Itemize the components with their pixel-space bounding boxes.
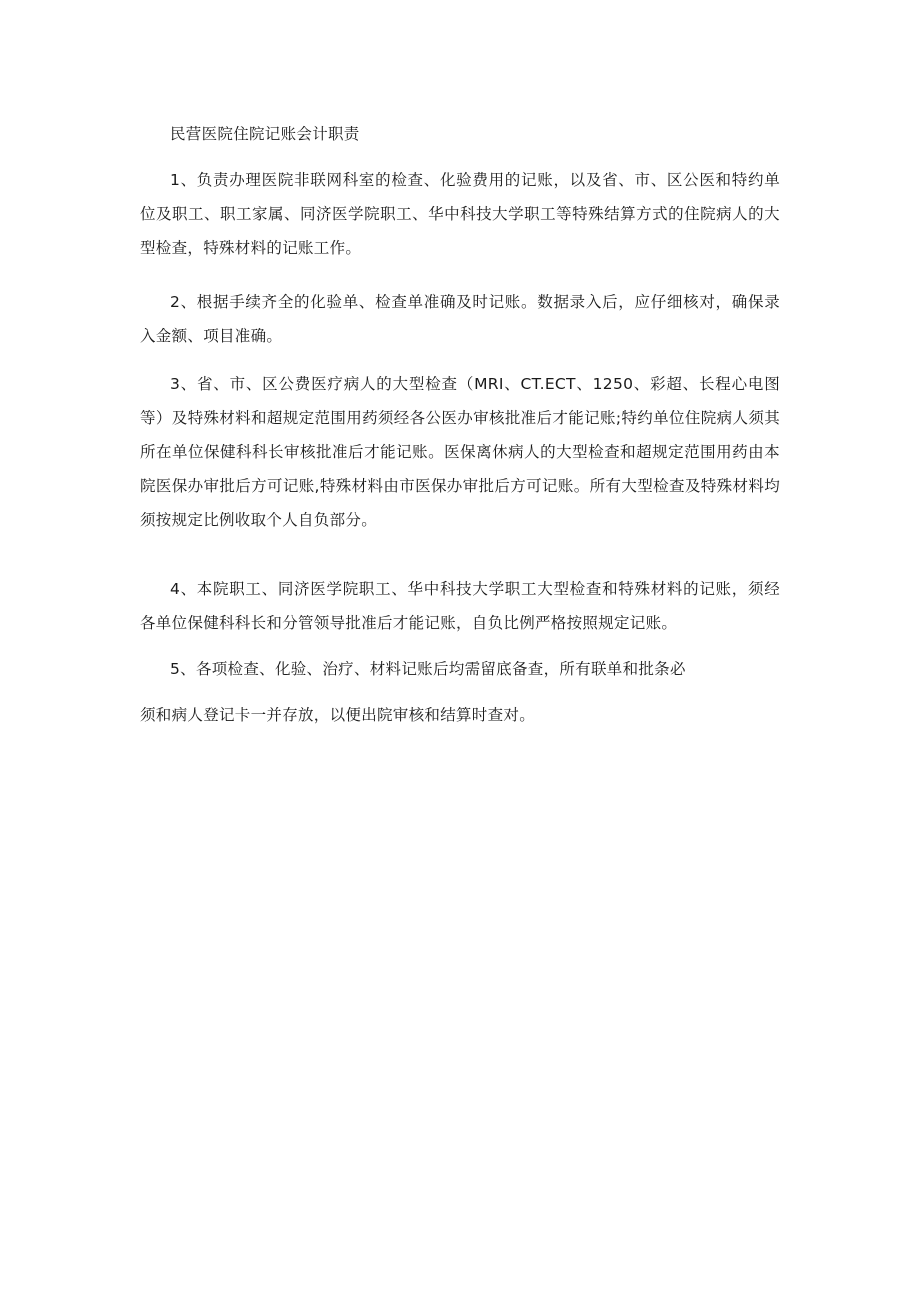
- paragraph-3: 3、省、市、区公费医疗病人的大型检查（MRI、CT.ECT、1250、彩超、长程心电图等）及特殊材料和超规定范围用药须经各公医办审核批准后才能记账;特约单位住院病人须其所在单位保健科科长审核批准后才能记账。医保离休病人的大型检查和超规定范围用药由本院医保办审批后方可记账,特殊材料由市医保办审批后方可记账。所有大型检查及特殊材料均须按规定比例收取个人自负部分。: [140, 375, 780, 529]
- paragraph-5-line-2: 须和病人登记卡一并存放，以便出院审核和结算时查对。: [140, 706, 536, 724]
- paragraph-5-line-1: 5、各项检查、化验、治疗、材料记账后均需留底备查，所有联单和批条必: [170, 660, 686, 678]
- paragraph-4: 4、本院职工、同济医学院职工、华中科技大学职工大型检查和特殊材料的记账，须经各单位保健科科长和分管领导批准后才能记账，自负比例严格按照规定记账。: [140, 580, 780, 632]
- paragraph-2: 2、根据手续齐全的化验单、检查单准确及时记账。数据录入后，应仔细核对，确保录入金额、项目准确。: [140, 293, 780, 345]
- document-title: 民营医院住院记账会计职责: [170, 125, 360, 143]
- paragraph-1: 1、负责办理医院非联网科室的检查、化验费用的记账，以及省、市、区公医和特约单位及职工、职工家属、同济医学院职工、华中科技大学职工等特殊结算方式的住院病人的大型检查，特殊材料的记账工作。: [140, 171, 780, 257]
